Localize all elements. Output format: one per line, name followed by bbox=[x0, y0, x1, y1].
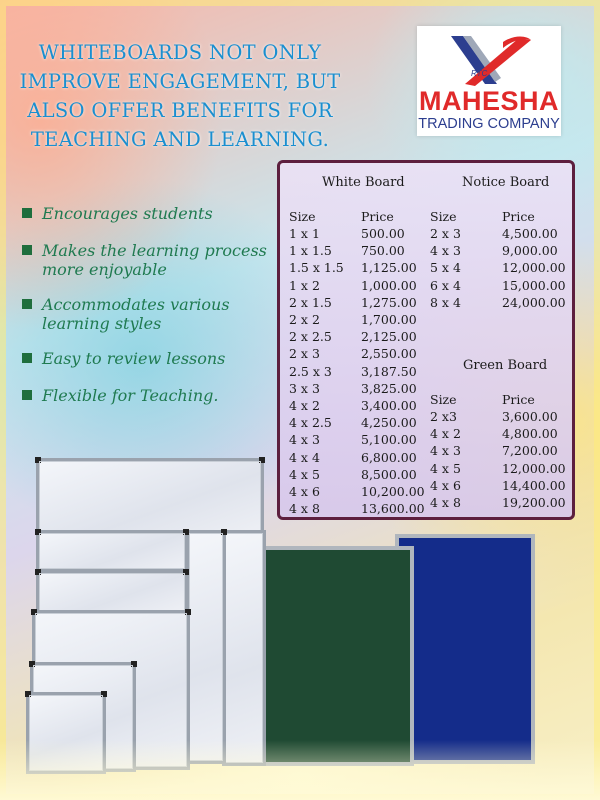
bullet-square-icon bbox=[22, 299, 32, 309]
white-board-price: 3,400.00 bbox=[361, 398, 417, 413]
green-board-price: 4,800.00 bbox=[502, 426, 558, 442]
logo-name: MAHESHA bbox=[418, 86, 559, 116]
logo-mark-icon bbox=[445, 32, 535, 88]
logo-mark-text: RTC bbox=[471, 69, 488, 78]
whiteboard bbox=[36, 570, 188, 614]
white-board-size-header: Size bbox=[289, 209, 316, 224]
green-board-size: 4 x 3 bbox=[430, 443, 461, 459]
white-board-price: 1,700.00 bbox=[361, 312, 417, 327]
green-board-price: 7,200.00 bbox=[502, 443, 558, 459]
benefit-item: Flexible for Teaching. bbox=[22, 386, 282, 405]
white-board-price: 1,000.00 bbox=[361, 277, 417, 293]
white-board-size: 4 x 3 bbox=[289, 432, 320, 448]
white-board-price: 13,600.00 bbox=[361, 501, 425, 517]
green-board-size: 4 x 8 bbox=[430, 495, 461, 510]
notice-board-size-header: Size bbox=[430, 209, 457, 224]
white-board-size: 2.5 x 3 bbox=[289, 363, 332, 379]
white-board-price: 8,500.00 bbox=[361, 466, 417, 482]
green-board-size-header: Size bbox=[430, 392, 457, 407]
benefit-item: Makes the learning process more enjoyable bbox=[22, 241, 282, 279]
notice-board-price: 12,000.00 bbox=[502, 260, 566, 276]
white-board-price: 10,200.00 bbox=[361, 484, 425, 499]
whiteboard bbox=[36, 530, 188, 572]
white-board-size: 4 x 8 bbox=[289, 501, 320, 517]
white-board-size: 2 x 2 bbox=[289, 312, 320, 327]
company-logo bbox=[417, 26, 561, 136]
white-board-price: 1,275.00 bbox=[361, 294, 417, 310]
green-board-title: Green Board bbox=[463, 358, 548, 373]
notice-board-price: 9,000.00 bbox=[502, 243, 558, 259]
notice-board-title: Notice Board bbox=[462, 175, 550, 190]
white-board-price: 4,250.00 bbox=[361, 415, 417, 431]
blue-notice-board bbox=[395, 534, 535, 764]
green-board-price: 14,400.00 bbox=[502, 477, 566, 493]
bullet-square-icon bbox=[22, 245, 32, 255]
whiteboard bbox=[36, 458, 264, 538]
white-board-size: 1 x 2 bbox=[289, 277, 320, 293]
white-board-price: 5,100.00 bbox=[361, 432, 417, 448]
white-board-size: 2 x 3 bbox=[289, 346, 320, 362]
benefits-list bbox=[22, 204, 282, 423]
green-board-price: 3,600.00 bbox=[502, 409, 558, 424]
notice-board-price: 4,500.00 bbox=[502, 226, 558, 241]
notice-board-size: 4 x 3 bbox=[430, 243, 461, 259]
white-board-size: 4 x 2 bbox=[289, 398, 320, 413]
white-board-price: 2,550.00 bbox=[361, 346, 417, 362]
notice-board-size: 6 x 4 bbox=[430, 277, 461, 293]
green-chalk-board bbox=[258, 546, 414, 766]
benefit-item: Encourages students bbox=[22, 204, 282, 223]
green-board-size: 4 x 6 bbox=[430, 477, 461, 493]
notice-board-price: 15,000.00 bbox=[502, 277, 566, 293]
white-board-size: 1.5 x 1.5 bbox=[289, 260, 344, 276]
white-board-title: White Board bbox=[322, 175, 405, 190]
green-board-size: 2 x3 bbox=[430, 409, 457, 424]
white-board-size: 4 x 4 bbox=[289, 449, 320, 465]
notice-board-price: 24,000.00 bbox=[502, 294, 566, 310]
white-board-size: 4 x 2.5 bbox=[289, 415, 332, 431]
headline: WHITEBOARDS NOT ONLY IMPROVE ENGAGEMENT, BUT ALSO OFFER BENEFITS FOR TEACHING AND LEARNING. bbox=[19, 41, 341, 151]
white-board-size: 2 x 1.5 bbox=[289, 294, 332, 310]
white-board-price: 750.00 bbox=[361, 243, 405, 259]
white-board-size: 1 x 1 bbox=[289, 226, 320, 241]
whiteboard bbox=[222, 530, 266, 766]
bullet-square-icon bbox=[22, 353, 32, 363]
white-board-size: 3 x 3 bbox=[289, 380, 320, 396]
white-board-size: 4 x 6 bbox=[289, 484, 320, 499]
notice-board-size: 2 x 3 bbox=[430, 226, 461, 241]
bullet-square-icon bbox=[22, 390, 32, 400]
white-board-price: 6,800.00 bbox=[361, 449, 417, 465]
boards-photo bbox=[0, 450, 600, 800]
white-board-price: 3,825.00 bbox=[361, 380, 417, 396]
white-board-size: 1 x 1.5 bbox=[289, 243, 332, 259]
benefit-item: Easy to review lessons bbox=[22, 349, 282, 368]
notice-board-price-header: Price bbox=[502, 209, 535, 224]
notice-board-size: 8 x 4 bbox=[430, 294, 461, 310]
bullet-square-icon bbox=[22, 208, 32, 218]
white-board-price: 3,187.50 bbox=[361, 363, 417, 379]
green-board-price-header: Price bbox=[502, 392, 535, 407]
white-board-price: 1,125.00 bbox=[361, 260, 417, 276]
white-board-size: 2 x 2.5 bbox=[289, 329, 332, 345]
whiteboard bbox=[186, 530, 226, 764]
white-board-size: 4 x 5 bbox=[289, 466, 320, 482]
green-board-price: 12,000.00 bbox=[502, 460, 566, 476]
benefit-item: Accommodates various learning styles bbox=[22, 295, 282, 333]
green-board-price: 19,200.00 bbox=[502, 495, 566, 510]
logo-subtitle: TRADING COMPANY bbox=[418, 116, 560, 132]
white-board-price-header: Price bbox=[361, 209, 394, 224]
white-board-price: 500.00 bbox=[361, 226, 405, 241]
white-board-price: 2,125.00 bbox=[361, 329, 417, 345]
notice-board-size: 5 x 4 bbox=[430, 260, 461, 276]
green-board-size: 4 x 5 bbox=[430, 460, 461, 476]
green-board-size: 4 x 2 bbox=[430, 426, 461, 442]
